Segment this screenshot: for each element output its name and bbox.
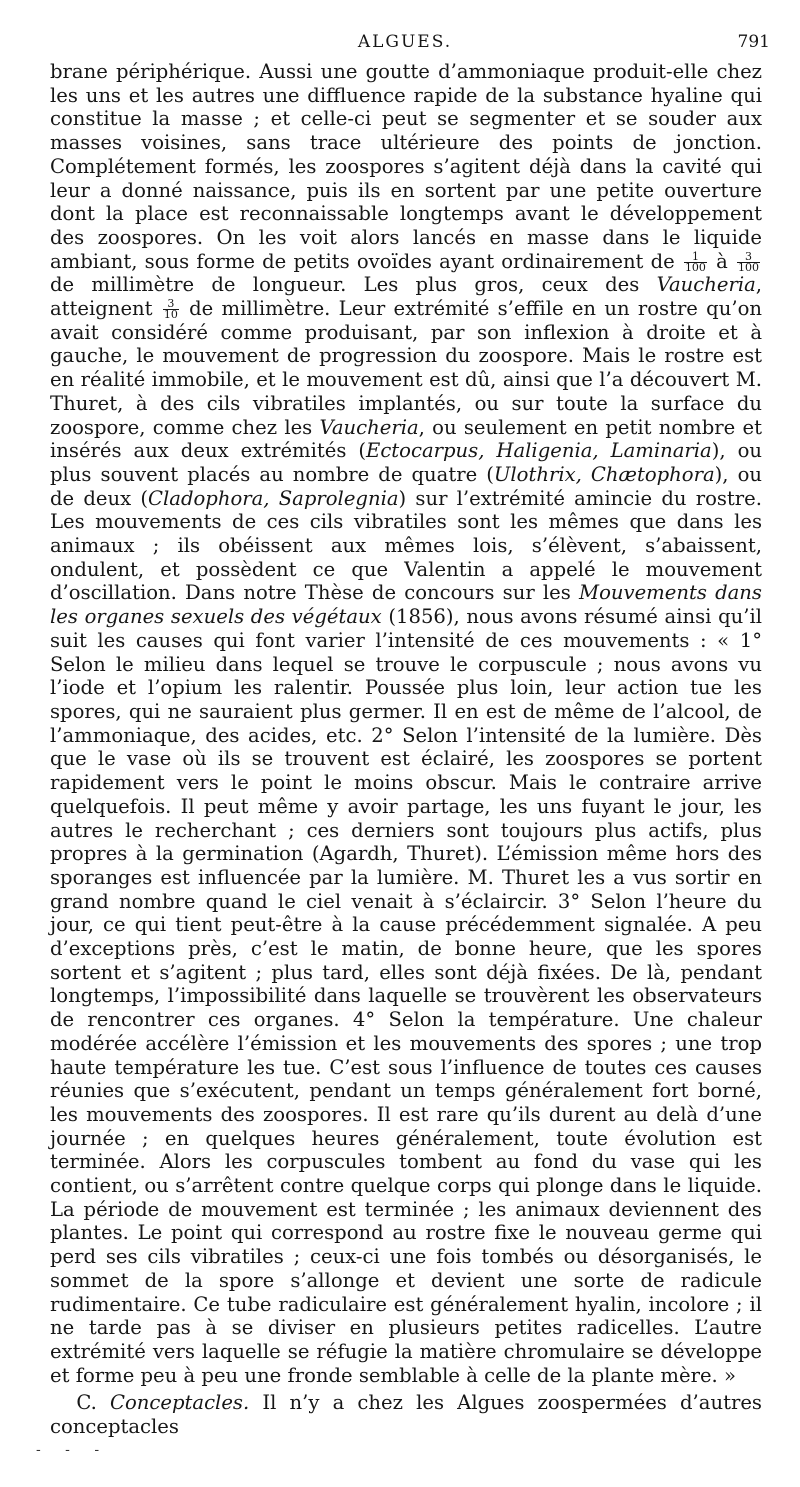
text-segment: (1856), nous avons résumé ainsi qu’il suit les causes qui font varier l’intensité de ces mouvements : « 1° Selon le milieu dans lequel se trouve le corpuscule ; nous avons vu l’iode et l’opium les ralentir. Poussée plus loin, leur action tue les spores, qui ne sauraient plus germer. Il en est de même de l’alcool, de l’ammoniaque, des acides, etc. 2° Selon l’intensité de la lumière. Dès que le vase où ils se trouvent est éclairé, les zoospores se portent rapidement vers le point le moins obscur. Mais le contraire arrive quelquefois. Il peut même y avoir partage, les uns fuyant le jour, les autres le recherchant ; ces derniers sont toujours plus actifs, plus propres à la germination (Agardh, Thuret). L’émission même hors des sporanges est influencée par la lumière. M. Thuret les a vus sortir en grand nombre quand le ciel venait à s’éclaircir. 3° Selon l’heure du jour, ce qui tient peut-être à la cause précédemment signalée. A peu d’exceptions près, c’est le matin, de bonne heure, que les spores sortent et s’agitent ; plus tard, elles sont déjà fixées. De là, pendant longtemps, l’impossibilité dans laquelle se trouvèrent les observateurs de rencontrer ces organes. 4° Selon la température. Une chaleur modérée accélère l’émission et les mouvements des spores ; une trop haute température les tue. C’est sous l’influence de toutes ces causes réunies que s’exécutent, pendant un temps généralement fort borné, les mouvements des zoospores. Il est rare qu’ils durent au delà d’une journée ; en quelques heures généralement, toute évolution est terminée. Alors les corpuscules tombent au fond du vase qui les contient, ou s’arrêtent contre quelque corps qui plonge dans le liquide. La période de mouvement est terminée ; les animaux deviennent des plantes. Le point qui correspond au rostre fixe le nouveau germe qui perd ses cils vibratiles ; ceux-ci une fois tombés ou désorganisés, le sommet de la spore s’allonge et devient une sorte de radicule rudimentaire. Ce tube radiculaire est généralement hyalin, incolore ; il ne tarde pas à se diviser en plusieurs petites radicelles. L’autre extrémité vers laquelle se réfugie la matière chromulaire se développe et forme peu à peu une fronde semblable à celle de la plante mère. »	[50, 605, 763, 1387]
italic-thesis-title: Mouvements dans les organes sexuels des végétaux	[50, 581, 762, 629]
italic-taxon: Ulothrix, Chætophora	[493, 462, 715, 486]
fraction-three-hundredths	[737, 249, 760, 274]
fraction-numerator: 3	[163, 299, 179, 310]
fraction-numerator: 3	[737, 252, 760, 263]
paragraph-zoospores	[50, 60, 762, 1387]
section-text: Il n’y a chez les Algues zoospermées d’autres conceptacles	[50, 1391, 762, 1439]
text-segment: brane périphérique. Aussi une goutte d’ammoniaque produit-elle chez les uns et les autres une diffluence rapide de la substance hyaline qui constitue la masse ; et celle-ci peut se segmenter et se souder aux masses voisines, sans trace ultérieure des points de jonction. Complétement formés, les zoospores s’agitent déjà dans la cavité qui leur a donné naissance, puis ils en sortent par une petite ouverture dont la place est reconnaissable longtemps avant le développement des zoospores. On les voit alors lancés en masse dans le liquide ambiant, sous forme de petits ovoïdes ayant ordinairement de	[50, 60, 762, 273]
body-text	[50, 60, 762, 1439]
text-segment: de millimètre de longueur. Les plus gros, ceux des	[50, 273, 657, 297]
text-segment: ), ou de deux (	[50, 462, 762, 510]
fraction-denominator: 100	[684, 260, 706, 274]
running-head-title: ALGUES.	[357, 32, 453, 52]
italic-taxon: Cladophora, Saprolegnia	[148, 486, 399, 510]
italic-taxon: Ectocarpus, Haligenia, Laminaria	[366, 439, 712, 463]
fraction-denominator: 100	[738, 260, 759, 274]
text-segment: , ou seulement en petit nombre et insérés aux deux extrémités (	[50, 415, 762, 463]
fraction-three-tenths	[163, 299, 179, 320]
italic-taxon: Vaucheria	[319, 415, 419, 439]
section-title: Conceptacles.	[110, 1391, 250, 1415]
text-segment: à	[708, 249, 735, 273]
fraction-denominator: 10	[163, 308, 178, 322]
text-segment: ), ou plus souvent placés au nombre de quatre (	[50, 439, 762, 486]
fraction-numerator: 1	[684, 252, 707, 263]
text-segment: de millimètre. Leur extrémité s’effile en un rostre qu’on avait considéré comme produisant, par son inflexion à droite et à gauche, le mouvement de progression du zoospore. Mais le rostre est en réalité immobile, et le mouvement est dû, ainsi que l’a découvert M. Thuret, à des cils vibratiles implantés, ou sur toute la surface du zoospore, comme chez les	[50, 297, 762, 439]
fraction-one-hundredth	[684, 249, 707, 274]
italic-taxon: Vaucheria	[656, 273, 756, 297]
section-label: C.	[76, 1391, 97, 1415]
text-segment: , atteignent	[50, 273, 762, 321]
text-segment: ) sur l’extrémité amincie du rostre. Les mouvements de ces cils vibratiles sont les mêmes que dans les animaux ; ils obéissent aux mêmes lois, s’élèvent, s’abaissent, ondulent, et possèdent ce que Valentin a appelé le mouvement d’oscillation. Dans notre Thèse de concours sur les	[50, 486, 762, 605]
section-conceptacles	[50, 1391, 762, 1438]
running-head	[40, 30, 770, 58]
footer-marks: - - -	[36, 1442, 110, 1458]
page-number: 791	[737, 32, 770, 52]
